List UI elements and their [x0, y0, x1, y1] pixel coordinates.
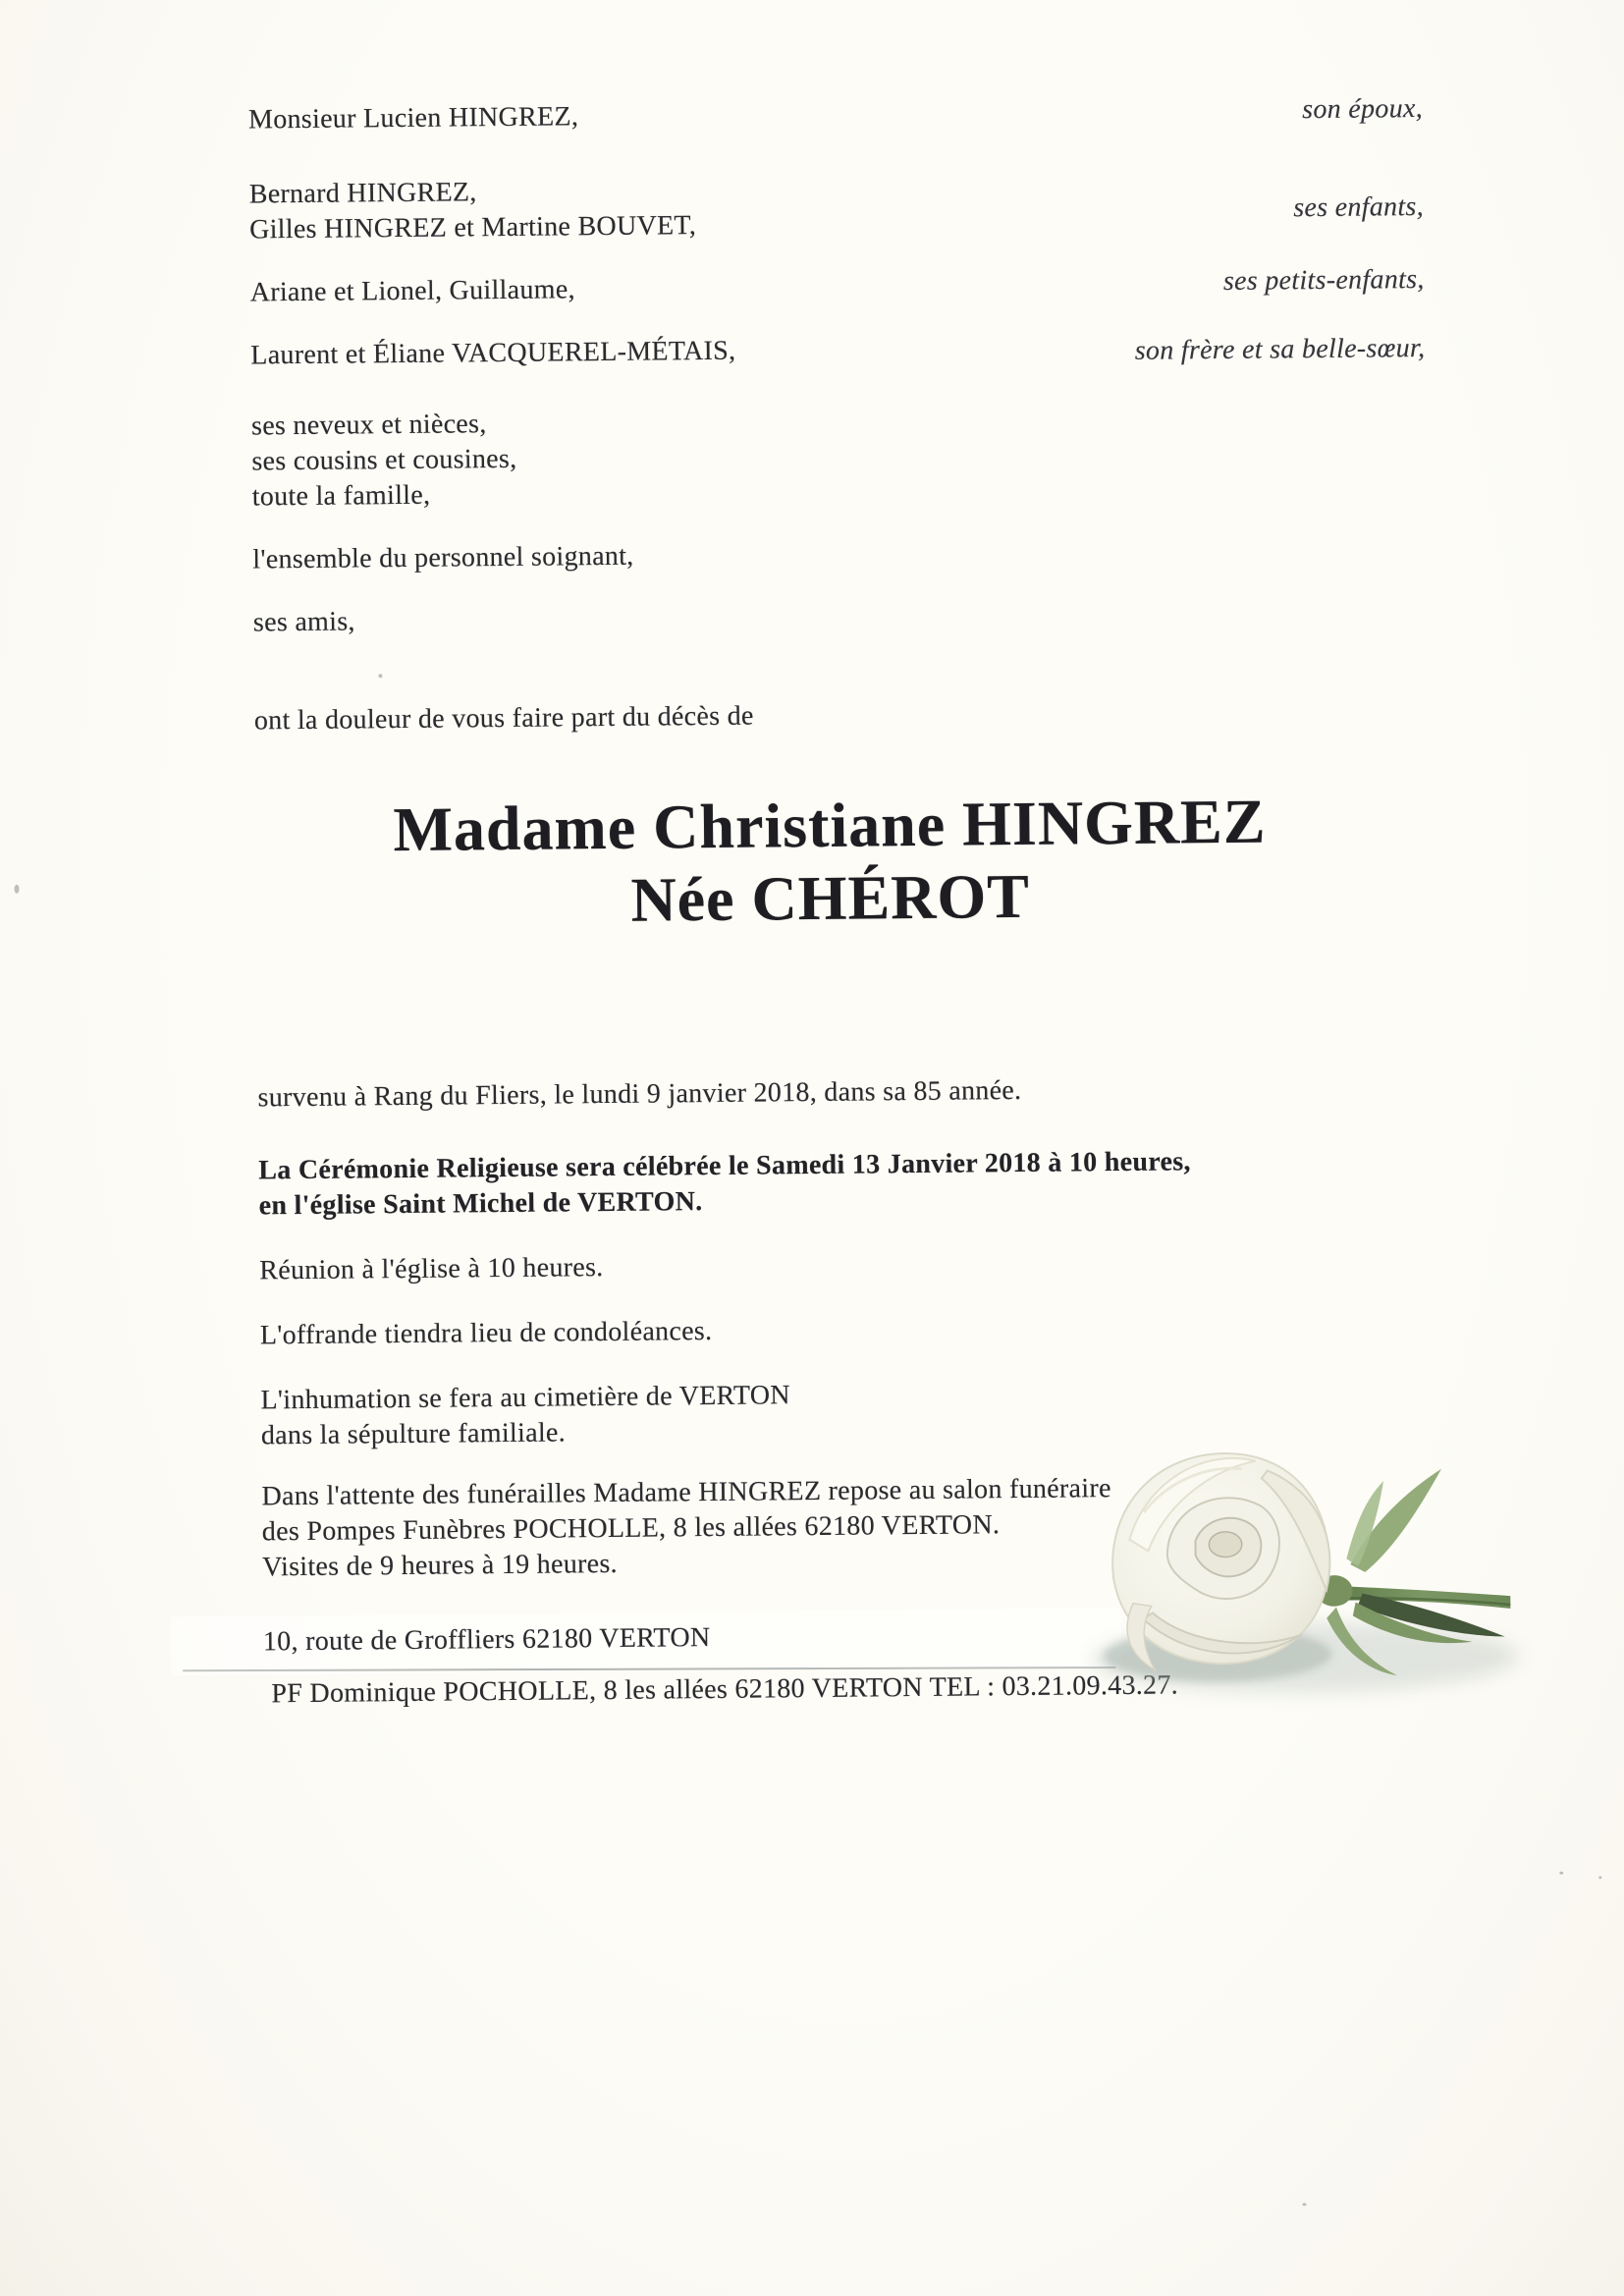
children-line-2: Gilles HINGREZ et Martine BOUVET, — [248, 210, 697, 246]
sibling-line: Laurent et Éliane VACQUEREL-MÉTAIS, — [250, 335, 736, 371]
white-rose-photo — [1059, 1392, 1597, 1725]
children-line-1: Bernard HINGREZ, — [248, 177, 477, 210]
scan-speck — [378, 674, 382, 678]
husband-relation-label: son époux, — [1302, 92, 1424, 126]
announcement-line: ont la douleur de vous faire part du décès de — [253, 700, 754, 737]
grandchildren-line: Ariane et Lionel, Guillaume, — [249, 274, 575, 308]
burial-line-2: dans la sépulture familiale. — [260, 1417, 567, 1451]
friends-line: ses amis, — [252, 606, 355, 638]
whole-family-line: toute la famille, — [251, 479, 431, 513]
repose-line-2: des Pompes Funèbres POCHOLLE, 8 les allées 62180 VERTON. — [261, 1509, 1001, 1548]
funeral-home-line: PF Dominique POCHOLLE, 8 les allées 62180 VERTON TEL : 03.21.09.43.27. — [271, 1669, 1179, 1710]
offering-line: L'offrande tiendra lieu de condoléances. — [259, 1315, 713, 1351]
ceremony-line-1: La Cérémonie Religieuse sera célébrée le Samedi 13 Janvier 2018 à 10 heures, — [258, 1146, 1191, 1186]
address-line: 10, route de Groffliers 62180 VERTON — [262, 1622, 711, 1658]
meeting-line: Réunion à l'église à 10 heures. — [259, 1252, 604, 1286]
burial-line-1: L'inhumation se fera au cimetière de VERTON — [260, 1380, 790, 1416]
husband-line: Monsieur Lucien HINGREZ, — [247, 101, 579, 136]
ceremony-line-2: en l'église Saint Michel de VERTON. — [258, 1186, 703, 1222]
grandchildren-relation-label: ses petits-enfants, — [1222, 263, 1425, 297]
children-relation-label: ses enfants, — [1293, 191, 1425, 224]
nieces-line: ses neveux et nièces, — [250, 409, 487, 442]
deceased-maiden-name: Née CHÉROT — [630, 860, 1031, 935]
death-details-line: survenu à Rang du Fliers, le lundi 9 janvier 2018, dans sa 85 année. — [257, 1074, 1022, 1114]
repose-line-3: Visites de 9 heures à 19 heures. — [262, 1548, 619, 1583]
deceased-name: Madame Christiane HINGREZ — [393, 786, 1267, 865]
scan-speck — [15, 885, 20, 894]
scan-speck — [1559, 1872, 1563, 1875]
scan-speck — [1598, 1876, 1601, 1879]
repose-line-1: Dans l'attente des funérailles Madame HINGREZ repose au salon funéraire — [261, 1473, 1111, 1512]
caregivers-line: l'ensemble du personnel soignant, — [252, 540, 634, 575]
cousins-line: ses cousins et cousines, — [251, 443, 517, 477]
scan-speck — [1302, 2203, 1306, 2206]
sibling-relation-label: son frère et sa belle-sœur, — [1134, 332, 1426, 366]
